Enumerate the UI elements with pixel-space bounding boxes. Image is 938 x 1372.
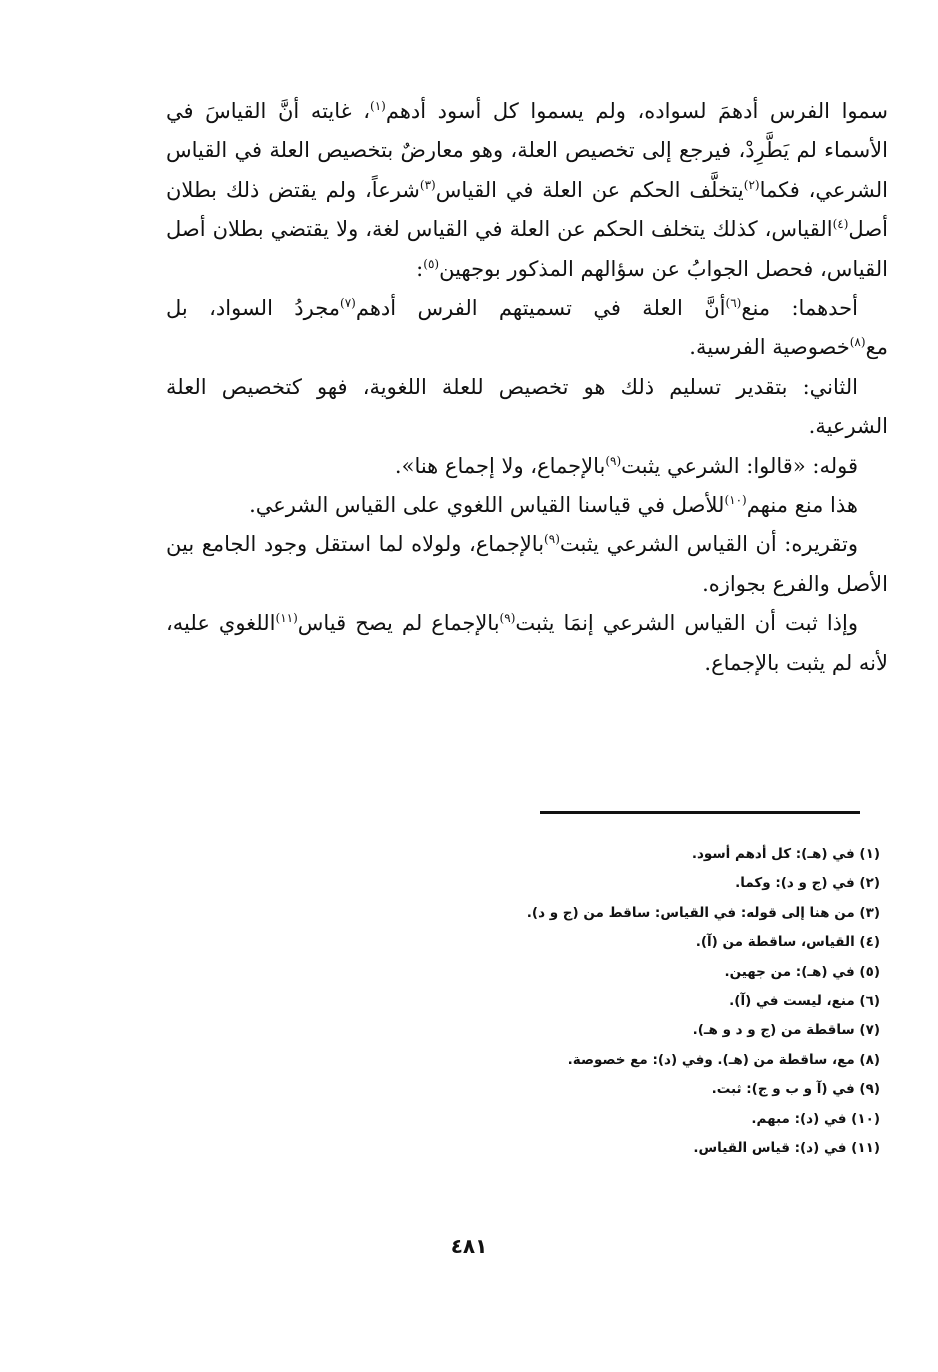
- text-run: شرعاً، ولم يقتض ذلك بطلان أصل: [166, 177, 888, 242]
- footnote-3: (٣) من هنا إلى قوله: في القياس: ساقط من (ج و د).: [526, 904, 880, 921]
- text-run: يتخلَّف الحكم عن العلة في القياس: [435, 177, 744, 202]
- footnote-10: (١٠) في (د): مبهم.: [751, 1110, 880, 1127]
- paragraph-7: [166, 604, 888, 683]
- footnote-ref-9[interactable]: (٩): [605, 453, 622, 468]
- text-run: للأصل في قياسنا القياس اللغوي على القياس الشرعي.: [249, 493, 725, 518]
- footnote-2: (٢) في (ج و د): وكما.: [735, 875, 880, 892]
- text-run: بالإجماع، ولا إجماع هنا».: [394, 453, 606, 478]
- footnote-ref-6[interactable]: (٦): [725, 296, 742, 311]
- footnotes: [420, 840, 880, 1163]
- footnote-5: (٥) في (هـ): من جهين.: [724, 963, 880, 980]
- page-number: ٤٨١: [450, 1234, 488, 1258]
- main-text: [166, 92, 888, 683]
- footnote-ref-9[interactable]: (٩): [544, 532, 560, 547]
- text-run: بالإجماع لم يصح قياس: [297, 611, 500, 636]
- paragraph-3: الثاني: بتقدير تسليم ذلك هو تخصيص للعلة اللغوية، فهو كتخصيص العلة الشرعية.: [166, 374, 888, 439]
- footnote-9: (٩) في (آ و ب و ج): ثبت.: [711, 1081, 880, 1098]
- text-run: وإذا ثبت أن القياس الشرعي إنمَا يثبت: [515, 611, 858, 636]
- footnote-ref-9[interactable]: (٩): [499, 611, 516, 626]
- footnote-ref-5[interactable]: (٥): [423, 256, 440, 271]
- footnote-6: (٦) منع، ليست في (آ).: [729, 993, 880, 1010]
- footnote-ref-1[interactable]: (١): [370, 99, 386, 113]
- text-run: خصوصية الفرسية.: [689, 335, 850, 360]
- footnote-ref-8[interactable]: (٨): [849, 335, 866, 350]
- footnote-ref-11[interactable]: (١١): [275, 611, 298, 626]
- text-run: اللغوي عليه، لأنه لم يثبت بالإجماع.: [166, 611, 888, 675]
- text-run: ، غايته أنَّ القياسَ في الأسماء لم يَطَّرِدْ، فيرجع إلى تخصيص العلة، وهو معارضٌ بتخصيص العلة في القياس الشرعي، فكما: [166, 99, 889, 202]
- paragraph-1: [166, 92, 888, 289]
- footnote-separator: [540, 811, 860, 814]
- footnote-7: (٧) ساقطة من (ج و د و هـ).: [692, 1022, 880, 1039]
- footnote-ref-2[interactable]: (٢): [743, 177, 760, 192]
- text-run: أحدهما: منع: [741, 296, 858, 321]
- footnote-4: (٤) القياس، ساقطة من (آ).: [695, 934, 880, 951]
- text-run: مجردُ السواد، بل مع: [166, 296, 888, 360]
- footnote-ref-4[interactable]: (٤): [832, 217, 849, 232]
- text-run: أنَّ العلة في تسميتهم الفرس أدهم: [355, 296, 726, 321]
- text-run: سموا الفرس أدهمَ لسواده، ولم يسموا كل أسود أدهم: [385, 99, 888, 123]
- footnote-ref-3[interactable]: (٣): [419, 177, 436, 192]
- footnote-1: (١) في (هـ): كل أدهم أسود.: [691, 846, 880, 862]
- paragraph-5: [166, 486, 888, 525]
- paragraph-6: [166, 525, 888, 604]
- footnote-ref-10[interactable]: (١٠): [724, 493, 747, 508]
- footnote-8: (٨) مع، ساقطة من (هـ). وفي (د): مع خصوصة.: [567, 1051, 880, 1068]
- text-run: :: [416, 256, 424, 281]
- footnote-ref-7[interactable]: (٧): [340, 296, 356, 311]
- paragraph-4: [166, 447, 888, 486]
- text-run: بالإجماع، ولولاه لما استقل وجود الجامع بين الأصل والفرع بجوازه.: [166, 532, 888, 596]
- footnote-11: (١١) في (د): قياس القياس.: [693, 1140, 880, 1157]
- text-run: هذا منع منهم: [746, 493, 858, 518]
- text-run: قوله: «قالوا: الشرعي يثبت: [621, 453, 858, 478]
- paragraph-2: [166, 289, 888, 368]
- text-run: وتقريره: أن القياس الشرعي يثبت: [559, 532, 858, 557]
- text-run: القياس، كذلك يتخلف الحكم عن العلة في القياس لغة، ولا يقتضي بطلان أصل القياس، فحصل الجوابُ عن سؤالهم المذكور بوجهين: [166, 217, 888, 281]
